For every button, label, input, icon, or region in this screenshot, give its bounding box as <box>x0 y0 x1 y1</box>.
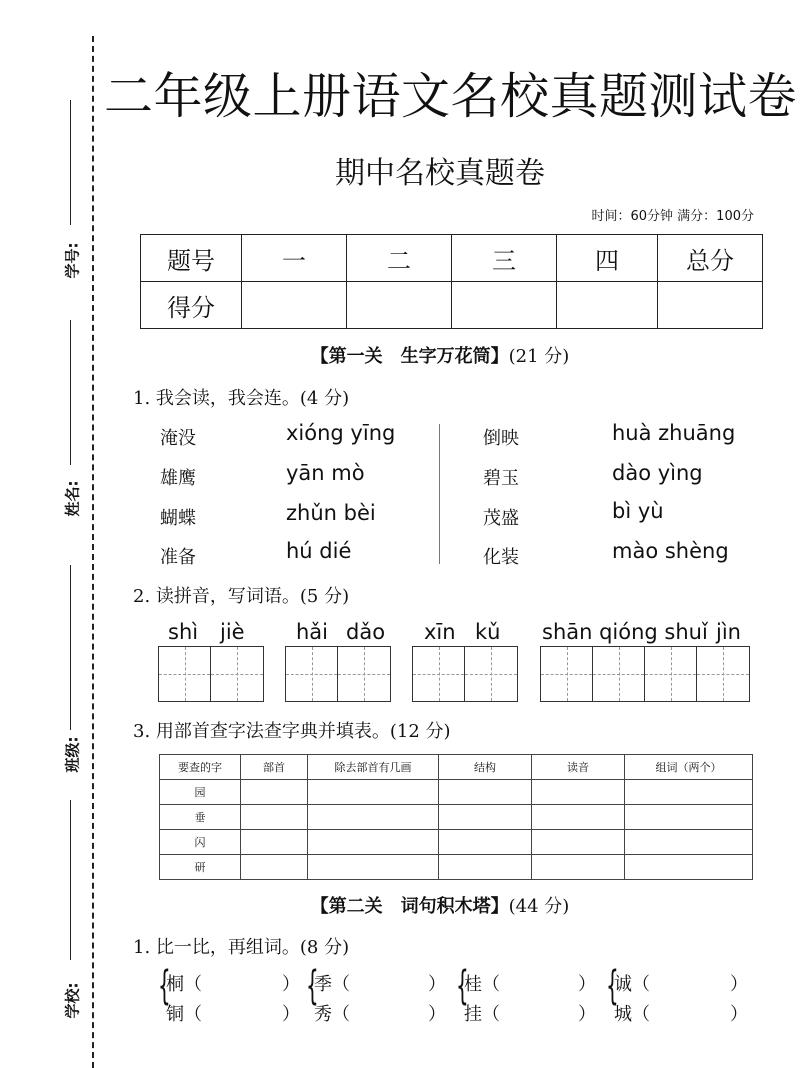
question-3-prompt: 3. 用部首查字法查字典并填表。(12 分) <box>133 721 451 742</box>
score-header-cell: 四 <box>557 235 658 282</box>
pair-bottom: 铜（ <box>166 1004 202 1025</box>
answer-cell[interactable] <box>241 805 308 830</box>
right-word: 碧玉 <box>483 468 519 489</box>
writing-grid[interactable] <box>540 646 750 702</box>
right-pinyin: dào yìng <box>612 461 703 485</box>
answer-cell[interactable] <box>532 780 625 805</box>
writing-cell[interactable] <box>593 647 645 701</box>
pinyin-item: xīn <box>424 620 456 644</box>
pinyin-item: hǎi <box>296 620 329 644</box>
column-divider <box>439 424 440 564</box>
answer-cell[interactable] <box>241 830 308 855</box>
pair-close: ） <box>578 1004 596 1025</box>
table-row <box>160 855 753 880</box>
pinyin-item: jìn <box>716 620 741 644</box>
score-input-cell[interactable] <box>452 282 557 329</box>
pinyin-item: shān qióng shuǐ <box>542 620 708 644</box>
section-2-heading <box>0 892 800 918</box>
student-no-label: 学号: <box>63 242 82 279</box>
dict-char: 园 <box>160 780 241 805</box>
pinyin-item: shì <box>168 620 199 644</box>
question-4-prompt: 1. 比一比，再组词。(8 分) <box>133 937 350 958</box>
dict-header: 部首 <box>241 755 308 780</box>
score-header-cell: 二 <box>347 235 452 282</box>
section-1-title: 【第一关 生字万花筒】 <box>310 346 509 367</box>
answer-cell[interactable] <box>308 805 439 830</box>
score-input-cell[interactable] <box>658 282 763 329</box>
pair-close: ） <box>578 974 596 995</box>
left-word: 淹没 <box>160 428 196 449</box>
writing-cell[interactable] <box>697 647 749 701</box>
answer-cell[interactable] <box>439 780 532 805</box>
pair-brace: { <box>606 963 619 1009</box>
pair-close: ） <box>428 974 446 995</box>
answer-cell[interactable] <box>532 805 625 830</box>
answer-cell[interactable] <box>308 830 439 855</box>
left-word: 准备 <box>160 547 196 568</box>
school-label: 学校: <box>63 982 82 1019</box>
pair-close: ） <box>282 974 300 995</box>
left-pinyin: yān mò <box>286 461 365 485</box>
left-pinyin: xióng yīng <box>286 421 396 445</box>
answer-cell[interactable] <box>241 855 308 880</box>
pair-top: 季（ <box>314 974 350 995</box>
left-word: 雄鹰 <box>160 468 196 489</box>
answer-cell[interactable] <box>625 855 753 880</box>
writing-cell[interactable] <box>159 647 211 701</box>
section-2-score: (44 分) <box>508 896 570 917</box>
pair-top: 桂（ <box>464 974 500 995</box>
pair-bottom: 挂（ <box>464 1004 500 1025</box>
score-header-cell: 题号 <box>141 235 242 282</box>
dict-header: 组词（两个） <box>625 755 753 780</box>
answer-cell[interactable] <box>241 780 308 805</box>
answer-cell[interactable] <box>439 855 532 880</box>
page-title: 二年级上册语文名校真题测试卷 <box>104 68 798 125</box>
answer-cell[interactable] <box>308 855 439 880</box>
pair-close: ） <box>730 974 748 995</box>
writing-cell[interactable] <box>286 647 338 701</box>
question-2-prompt: 2. 读拼音，写词语。(5 分) <box>133 586 350 607</box>
score-header-cell: 总分 <box>658 235 763 282</box>
writing-cell[interactable] <box>338 647 390 701</box>
class-line <box>70 565 71 730</box>
writing-cell[interactable] <box>645 647 697 701</box>
writing-grid[interactable] <box>158 646 264 702</box>
left-word: 蝴蝶 <box>160 508 196 529</box>
answer-cell[interactable] <box>532 830 625 855</box>
score-row-label: 得分 <box>141 282 242 329</box>
writing-cell[interactable] <box>413 647 465 701</box>
table-row <box>160 830 753 855</box>
dict-header: 读音 <box>532 755 625 780</box>
question-1-prompt: 1. 我会读，我会连。(4 分) <box>133 388 350 409</box>
pair-brace: { <box>158 963 171 1009</box>
table-row <box>160 780 753 805</box>
writing-cell[interactable] <box>211 647 263 701</box>
dict-char: 垂 <box>160 805 241 830</box>
writing-cell[interactable] <box>465 647 517 701</box>
right-word: 茂盛 <box>483 508 519 529</box>
table-row <box>160 805 753 830</box>
pinyin-item: jiè <box>220 620 245 644</box>
answer-cell[interactable] <box>439 830 532 855</box>
answer-cell[interactable] <box>625 830 753 855</box>
writing-cell[interactable] <box>541 647 593 701</box>
answer-cell[interactable] <box>532 855 625 880</box>
answer-cell[interactable] <box>308 780 439 805</box>
pair-close: ） <box>428 1004 446 1025</box>
pair-top: 诚（ <box>614 974 650 995</box>
score-input-cell[interactable] <box>347 282 452 329</box>
name-label: 姓名: <box>63 480 82 517</box>
pinyin-item: kǔ <box>475 620 501 644</box>
left-pinyin: hú dié <box>286 539 352 563</box>
pinyin-item: dǎo <box>346 620 386 644</box>
time-info: 时间：60分钟 满分：100分 <box>591 209 754 224</box>
pair-brace: { <box>306 963 319 1009</box>
score-table-header-row <box>141 235 763 282</box>
section-1-heading <box>0 342 800 368</box>
score-table-score-row <box>141 282 763 329</box>
right-pinyin: huà zhuāng <box>612 421 736 445</box>
section-1-score: (21 分) <box>508 346 570 367</box>
score-header-cell: 三 <box>452 235 557 282</box>
right-pinyin: bì yù <box>612 499 664 523</box>
score-header-cell: 一 <box>242 235 347 282</box>
dict-header: 要查的字 <box>160 755 241 780</box>
dict-header: 结构 <box>439 755 532 780</box>
pair-top: 桐（ <box>166 974 202 995</box>
section-2-title: 【第二关 词句积木塔】 <box>310 896 509 917</box>
answer-cell[interactable] <box>439 805 532 830</box>
score-input-cell[interactable] <box>242 282 347 329</box>
right-pinyin: mào shèng <box>612 539 729 563</box>
score-input-cell[interactable] <box>557 282 658 329</box>
pair-brace: { <box>456 963 469 1009</box>
pair-bottom: 秀（ <box>314 1004 350 1025</box>
pair-close: ） <box>282 1004 300 1025</box>
writing-grid[interactable] <box>412 646 518 702</box>
pair-close: ） <box>730 1004 748 1025</box>
right-word: 化装 <box>483 547 519 568</box>
class-label: 班级: <box>63 736 82 773</box>
school-line <box>70 800 71 960</box>
right-word: 倒映 <box>483 428 519 449</box>
score-table <box>140 234 763 329</box>
dict-char: 研 <box>160 855 241 880</box>
writing-grid[interactable] <box>285 646 391 702</box>
exam-subtitle: 期中名校真题卷 <box>335 156 545 191</box>
dict-header: 除去部首有几画 <box>308 755 439 780</box>
answer-cell[interactable] <box>625 780 753 805</box>
answer-cell[interactable] <box>625 805 753 830</box>
pair-bottom: 城（ <box>614 1004 650 1025</box>
dictionary-header-row <box>160 755 753 780</box>
left-pinyin: zhǔn bèi <box>286 501 376 525</box>
dictionary-table <box>159 754 753 880</box>
dict-char: 闪 <box>160 830 241 855</box>
